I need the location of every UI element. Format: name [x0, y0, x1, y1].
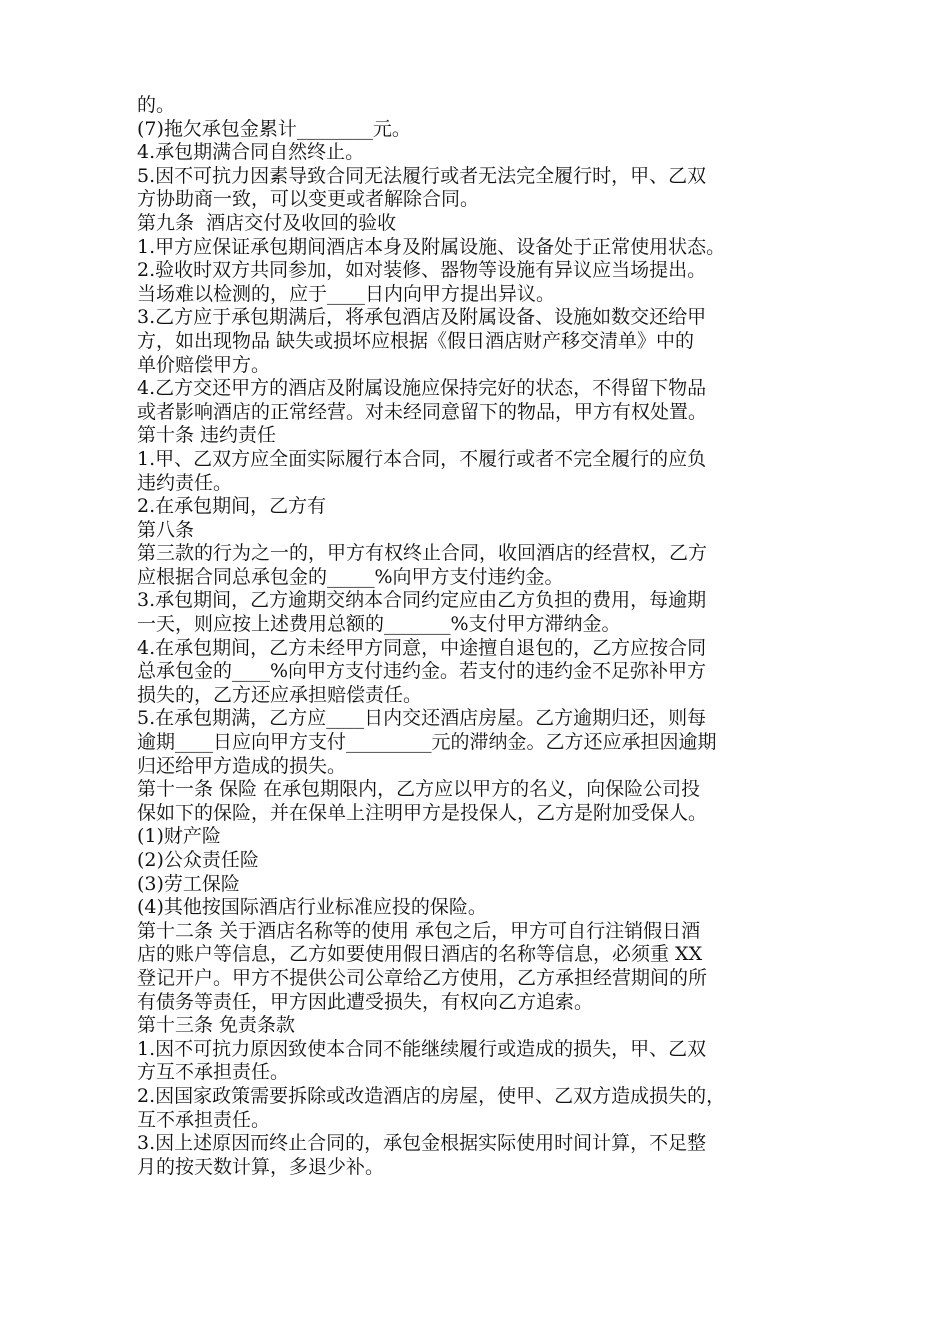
- text-line: 2.验收时双方共同参加，如对装修、器物等设施有异议应当场提出。: [137, 259, 707, 282]
- text-line: 方协助商一致，可以变更或者解除合同。: [137, 188, 480, 211]
- text-line: 2.在承包期间，乙方有: [137, 495, 327, 518]
- text-line: 当场难以检测的，应于____日内向甲方提出异议。: [137, 282, 556, 305]
- text-line: 总承包金的____%向甲方支付违约金。若支付的违约金不足弥补甲方: [137, 660, 707, 683]
- text-line: 4.承包期满合同自然终止。: [137, 141, 365, 164]
- section-heading: 第十三条 免责条款: [137, 1014, 296, 1037]
- text-line: 3.承包期间，乙方逾期交纳本合同约定应由乙方负担的费用，每逾期: [137, 589, 707, 612]
- text-line: 应根据合同总承包金的_____%向甲方支付违约金。: [137, 565, 564, 588]
- text-line: 1.甲方应保证承包期间酒店本身及附属设施、设备处于正常使用状态。: [137, 235, 726, 258]
- text-line: (7)拖欠承包金累计________元。: [137, 117, 411, 140]
- document-body: [137, 94, 837, 1179]
- list-item: (3)劳工保险: [137, 872, 240, 895]
- text-line: 互不承担责任。: [137, 1108, 271, 1131]
- text-line: 或者影响酒店的正常经营。对未经同意留下的物品，甲方有权处置。: [137, 400, 708, 423]
- text-line: 保如下的保险，并在保单上注明甲方是投保人，乙方是附加受保人。: [137, 801, 708, 824]
- section-heading: 第十一条 保险 在承包期限内，乙方应以甲方的名义，向保险公司投: [137, 778, 701, 801]
- text-line: 单价赔偿甲方。: [137, 353, 271, 376]
- text-line: 5.因不可抗力因素导致合同无法履行或者无法完全履行时，甲、乙双: [137, 164, 707, 187]
- text-line: 逾期____日应向甲方支付_________元的滞纳金。乙方还应承担因逾期: [137, 731, 717, 754]
- text-line: 店的账户等信息，乙方如要使用假日酒店的名称等信息，必须重 XX: [137, 943, 703, 966]
- text-line: 第三款的行为之一的，甲方有权终止合同，收回酒店的经营权，乙方: [137, 542, 708, 565]
- text-line: 损失的，乙方还应承担赔偿责任。: [137, 683, 423, 706]
- list-item: (1)财产险: [137, 825, 221, 848]
- text-line: 5.在承包期满，乙方应____日内交还酒店房屋。乙方逾期归还，则每: [137, 707, 707, 730]
- text-line: 1.甲、乙双方应全面实际履行本合同，不履行或者不完全履行的应负: [137, 447, 707, 470]
- text-line: 4.乙方交还甲方的酒店及附属设施应保持完好的状态，不得留下物品: [137, 377, 707, 400]
- text-line: 第八条: [137, 518, 195, 541]
- text-line: 登记开户。甲方不提供公司公章给乙方使用，乙方承担经营期间的所: [137, 966, 708, 989]
- text-line: 方互不承担责任。: [137, 1061, 290, 1084]
- section-heading: 第十二条 关于酒店名称等的使用 承包之后，甲方可自行注销假日酒: [137, 919, 701, 942]
- text-line: 4.在承包期间，乙方未经甲方同意，中途擅自退包的，乙方应按合同: [137, 636, 707, 659]
- text-line: 方，如出现物品 缺失或损坏应根据《假日酒店财产移交清单》中的: [137, 329, 695, 352]
- text-line: 月的按天数计算，多退少补。: [137, 1155, 385, 1178]
- text-line: 违约责任。: [137, 471, 233, 494]
- text-line: 一天，则应按上述费用总额的_______%支付甲方滞纳金。: [137, 613, 621, 636]
- text-line: 2.因国家政策需要拆除或改造酒店的房屋，使甲、乙双方造成损失的，: [137, 1084, 726, 1107]
- text-line: 的。: [137, 94, 176, 116]
- section-heading: 第九条 酒店交付及收回的验收: [137, 211, 397, 234]
- text-line: 3.乙方应于承包期满后，将承包酒店及附属设备、设施如数交还给甲: [137, 306, 707, 329]
- text-line: 1.因不可抗力原因致使本合同不能继续履行或造成的损失，甲、乙双: [137, 1037, 707, 1060]
- list-item: (4)其他按国际酒店行业标准应投的保险。: [137, 896, 487, 919]
- text-line: 3.因上述原因而终止合同的，承包金根据实际使用时间计算，不足整: [137, 1132, 707, 1155]
- text-line: 有债务等责任，甲方因此遭受损失，有权向乙方追索。: [137, 990, 594, 1013]
- text-line: 归还给甲方造成的损失。: [137, 754, 347, 777]
- section-heading: 第十条 违约责任: [137, 424, 277, 447]
- list-item: (2)公众责任险: [137, 849, 259, 871]
